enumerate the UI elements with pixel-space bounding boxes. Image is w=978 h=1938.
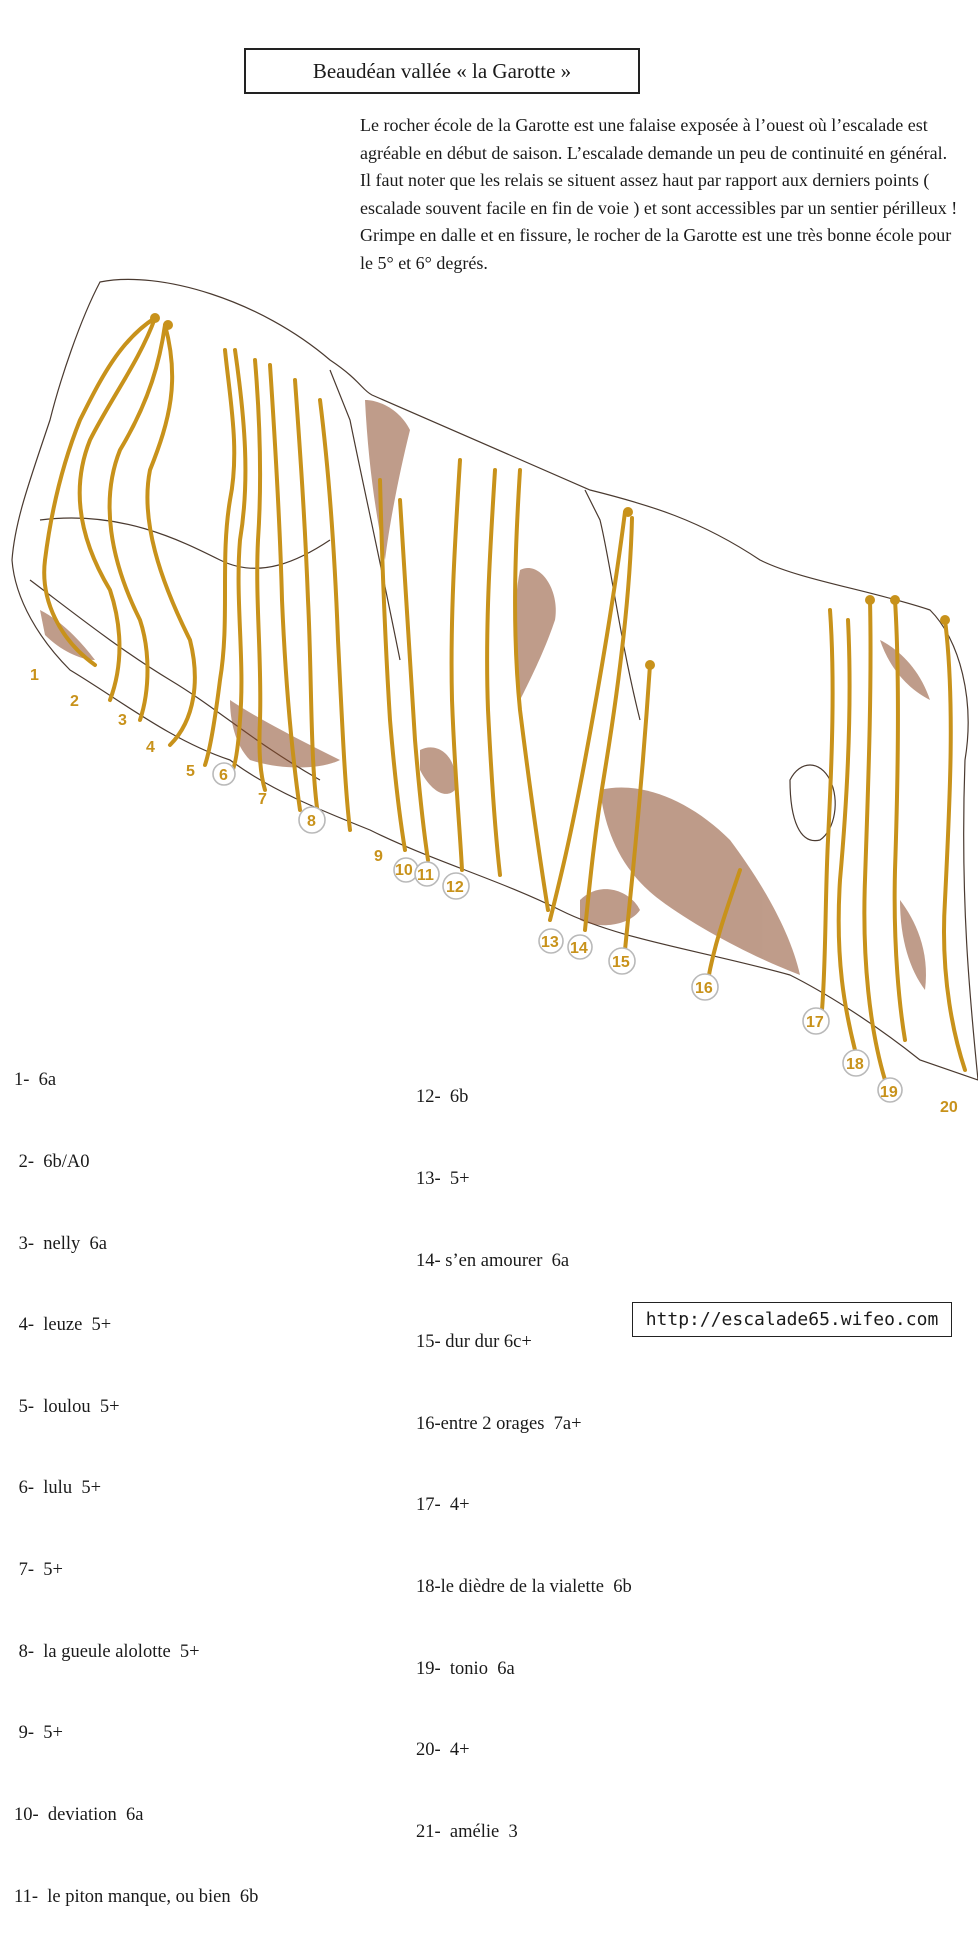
description-paragraph-2: Grimpe en dalle et en fissure, le rocher de la Garotte est une très bonne école pour le 5° et 6° degrés.	[360, 225, 952, 273]
topo-label: 10	[395, 862, 413, 879]
topo-label: 15	[612, 954, 630, 971]
route-list-item: 9- 5+	[14, 1723, 63, 1744]
route-list-item: 19- tonio 6a	[416, 1658, 515, 1679]
topo-label: 12	[446, 879, 464, 896]
topo-label: 11	[417, 867, 434, 884]
route-list-item: 2- 6b/A0	[14, 1152, 90, 1173]
route-list-right	[416, 1030, 632, 1873]
route-list-item: 3- nelly 6a	[14, 1233, 107, 1254]
route-list-item: 21- amélie 3	[416, 1821, 518, 1842]
route-list-item: 17- 4+	[416, 1495, 470, 1516]
topo-label: 5	[186, 763, 195, 780]
route-list-item: 12- 6b	[416, 1087, 469, 1108]
website-url[interactable]	[632, 1302, 952, 1337]
topo-label: 9	[374, 848, 383, 865]
topo-label: 8	[307, 813, 316, 830]
topo-label: 6	[219, 767, 228, 784]
route-list-item: 18-le dièdre de la vialette 6b	[416, 1577, 632, 1598]
route-list-item: 5- loulou 5+	[14, 1396, 120, 1417]
route-list-item: 10- deviation 6a	[14, 1804, 144, 1825]
topo-label: 1	[30, 667, 39, 684]
route-list-item: 13- 5+	[416, 1169, 470, 1190]
route-list-item: 7- 5+	[14, 1560, 63, 1581]
topo-label: 7	[258, 791, 267, 808]
route-list-item: 4- leuze 5+	[14, 1315, 112, 1336]
topo-label: 20	[940, 1099, 958, 1116]
route-list-item: 1- 6a	[14, 1070, 57, 1091]
route-list-left	[14, 1013, 258, 1938]
route-list-item: 14- s’en amourer 6a	[416, 1250, 570, 1271]
topo-label: 18	[846, 1056, 864, 1073]
topo-label: 14	[570, 940, 588, 957]
topo-label: 13	[541, 934, 559, 951]
rock-shading	[40, 400, 930, 990]
page-title-text: Beaudéan vallée « la Garotte »	[312, 58, 572, 83]
topo-label: 2	[70, 693, 79, 710]
topo-label: 16	[695, 980, 713, 997]
route-list-item: 11- le piton manque, ou bien 6b	[14, 1886, 259, 1907]
topo-label: 19	[880, 1084, 898, 1101]
topo-label: 3	[118, 712, 127, 729]
route-list-item: 6- lulu 5+	[14, 1478, 101, 1499]
route-list-item: 16-entre 2 orages 7a+	[416, 1413, 582, 1434]
website-url-text: http://escalade65.wifeo.com	[645, 1309, 939, 1330]
topo-label: 4	[146, 739, 155, 756]
topo-label: 17	[806, 1014, 824, 1031]
route-list-item: 20- 4+	[416, 1740, 470, 1761]
route-lines	[44, 318, 965, 1080]
route-list-item: 15- dur dur 6c+	[416, 1332, 532, 1353]
route-list-item: 8- la gueule alolotte 5+	[14, 1641, 200, 1662]
description-paragraph-1: Le rocher école de la Garotte est une falaise exposée à l’ouest où l’escalade est agréable en début de saison. L’escalade demande un peu de continuité en général. Il faut noter que les relais se situent assez haut par rapport aux derniers points ( escalade souvent facile en fin de voie ) et sont accessibles par un sentier périlleux !	[360, 115, 958, 218]
